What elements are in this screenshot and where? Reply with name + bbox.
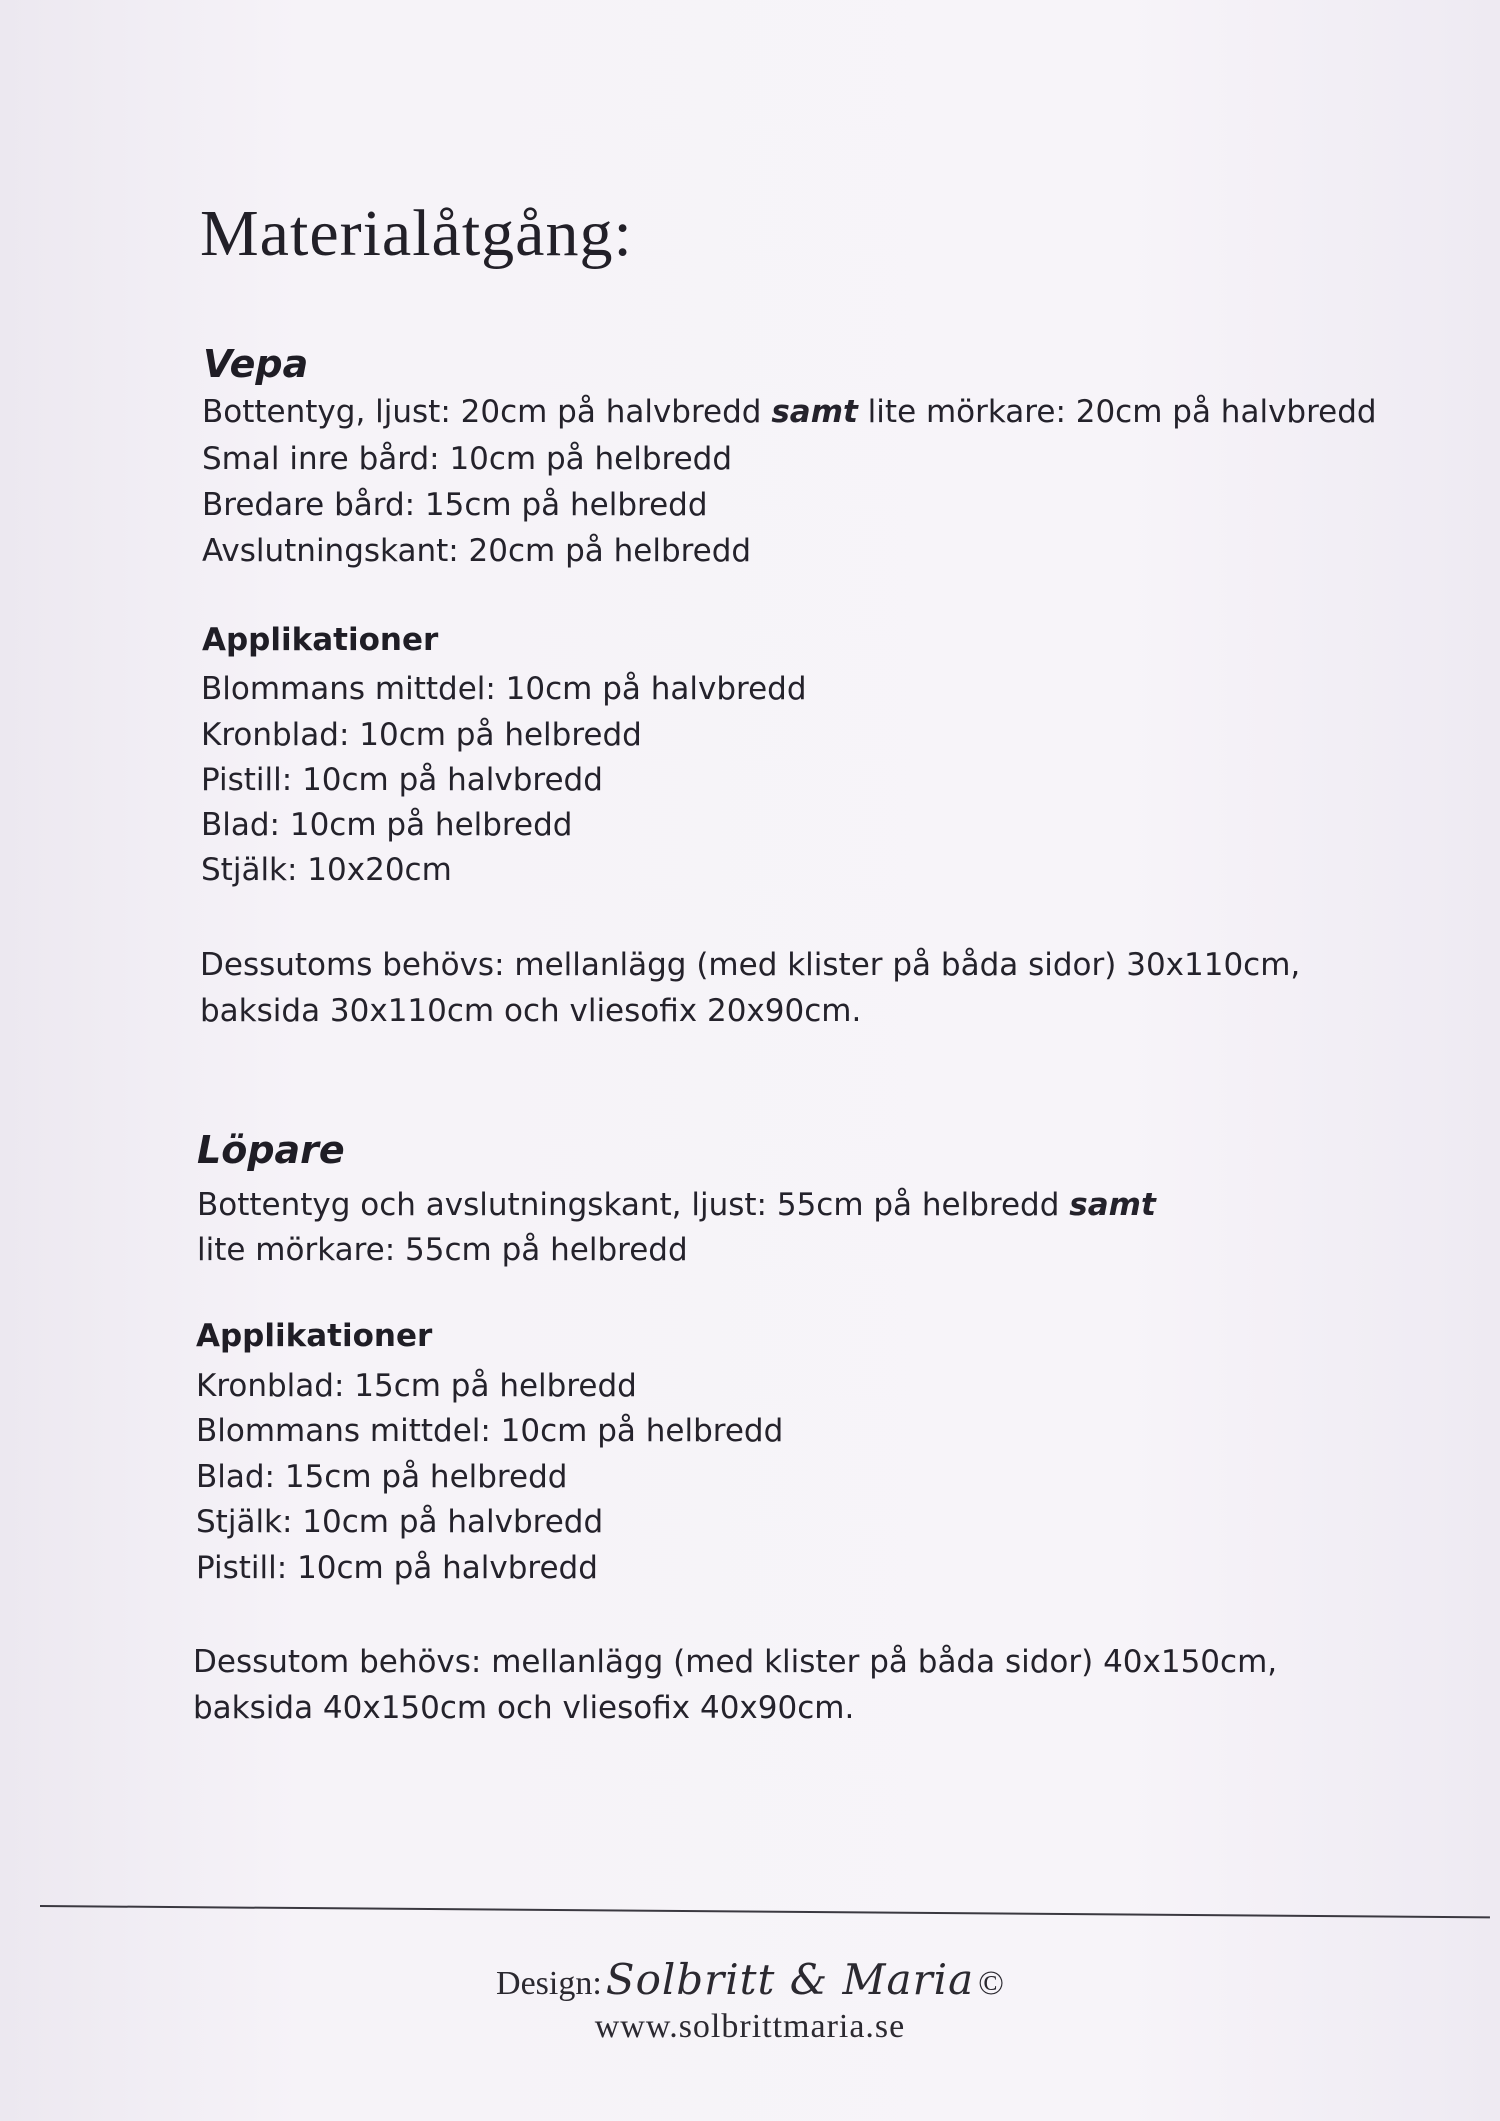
lopare-line-bottentyg-emph: samt: [1069, 1187, 1156, 1223]
lopare-line: lite mörkare: 55cm på helbredd: [197, 1232, 688, 1268]
copyright-symbol: ©: [978, 1965, 1004, 2002]
footer: [0, 1955, 1500, 2046]
vepa-line-bottentyg-emph: samt: [771, 394, 858, 430]
vepa-line: Avslutningskant: 20cm på helbredd: [202, 533, 752, 569]
vepa-extra-line: Dessutoms behövs: mellanlägg (med klister på båda sidor) 30x110cm,: [200, 947, 1301, 983]
vepa-line-bottentyg-pre: Bottentyg, ljust: 20cm på halvbredd: [202, 394, 772, 430]
vepa-app-line: Kronblad: 10cm på helbredd: [201, 717, 642, 753]
section-heading-lopare: Löpare: [197, 1128, 345, 1172]
vepa-extra-line: baksida 30x110cm och vliesofix 20x90cm.: [200, 993, 862, 1029]
vepa-line: Smal inre bård: 10cm på helbredd: [202, 441, 733, 477]
footer-divider: [40, 1905, 1490, 1918]
lopare-app-line: Blommans mittdel: 10cm på helbredd: [196, 1413, 784, 1449]
designers-name: Solbritt & Maria: [605, 1955, 975, 2004]
page-title: Materialåtgång:: [200, 197, 633, 270]
lopare-extra-line: baksida 40x150cm och vliesofix 40x90cm.: [193, 1690, 855, 1726]
lopare-extra-line: Dessutom behövs: mellanlägg (med klister på båda sidor) 40x150cm,: [193, 1644, 1278, 1680]
lopare-line-bottentyg-pre: Bottentyg och avslutningskant, ljust: 55cm på helbredd: [197, 1187, 1070, 1223]
vepa-app-line: Blad: 10cm på helbredd: [201, 807, 573, 843]
lopare-line-bottentyg: [197, 1183, 1156, 1227]
website-url: www.solbrittmaria.se: [594, 2008, 906, 2045]
vepa-line-bottentyg: [202, 390, 1377, 434]
vepa-line-bottentyg-post: lite mörkare: 20cm på halvbredd: [857, 394, 1377, 430]
design-label: Design:: [496, 1965, 602, 2002]
section-heading-vepa: Vepa: [203, 342, 309, 386]
lopare-app-line: Blad: 15cm på helbredd: [196, 1459, 568, 1495]
lopare-applikationer-heading: Applikationer: [196, 1318, 433, 1354]
vepa-applikationer-heading: Applikationer: [202, 622, 439, 658]
vepa-app-line: Stjälk: 10x20cm: [201, 852, 452, 888]
vepa-app-line: Blommans mittdel: 10cm på halvbredd: [201, 671, 807, 707]
vepa-app-line: Pistill: 10cm på halvbredd: [201, 762, 603, 798]
lopare-app-line: Pistill: 10cm på halvbredd: [196, 1550, 598, 1586]
lopare-app-line: Stjälk: 10cm på halvbredd: [196, 1504, 604, 1540]
vepa-line: Bredare bård: 15cm på helbredd: [202, 487, 708, 523]
lopare-app-line: Kronblad: 15cm på helbredd: [196, 1368, 637, 1404]
